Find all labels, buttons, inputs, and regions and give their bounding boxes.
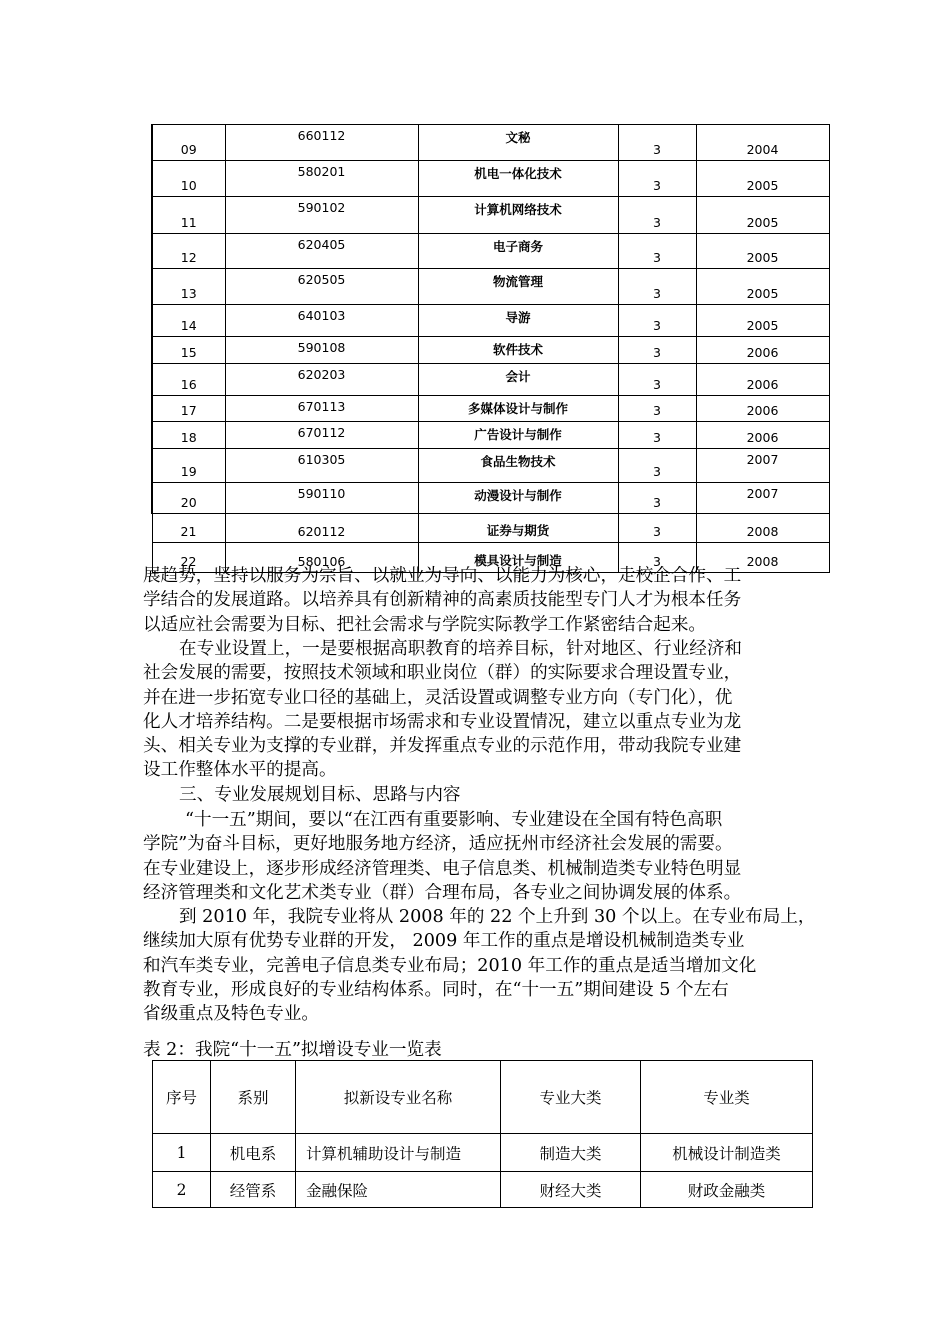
- cell-text: 21: [180, 524, 197, 539]
- cell-number: [152, 364, 225, 396]
- cell-text: 580106: [297, 554, 346, 569]
- cell-text: 2006: [746, 377, 779, 392]
- cell-year: [696, 422, 829, 449]
- cell-text: 11: [180, 215, 197, 230]
- cell-number: [152, 449, 225, 483]
- table-row: [152, 422, 829, 449]
- cell-major-name: [418, 234, 618, 269]
- cell-text: 3: [653, 495, 661, 510]
- table-row: [152, 269, 829, 305]
- cell-year: [696, 234, 829, 269]
- cell-text: 3: [653, 178, 661, 193]
- cell-year: [696, 514, 829, 543]
- cell-department: 经管系: [211, 1172, 296, 1208]
- text-line: 继续加大原有优势专业群的开发， 2009 年工作的重点是增设机械制造类专业: [143, 931, 745, 952]
- cell-code: [225, 197, 418, 234]
- cell-text: 3: [653, 554, 661, 569]
- cell-code: [225, 422, 418, 449]
- cell-text: 2005: [746, 286, 779, 301]
- cell-text: 620505: [297, 272, 346, 287]
- cell-text: 620405: [297, 237, 346, 252]
- cell-text: 2007: [746, 486, 779, 501]
- cell-duration: [618, 422, 696, 449]
- cell-code: [225, 269, 418, 305]
- text-line: 头、相关专业为支撑的专业群，并发挥重点专业的示范作用，带动我院专业建: [143, 736, 742, 757]
- heading-3: 三、专业发展规划目标、思路与内容: [179, 785, 461, 805]
- cell-text: 20: [180, 495, 197, 510]
- paragraph-3: [143, 808, 833, 905]
- text-line: “十一五”期间，要以“在江西有重要影响、专业建设在全国有特色高职: [185, 810, 723, 830]
- table-row: [152, 125, 829, 161]
- cell-text: 多媒体设计与制作: [467, 401, 568, 416]
- cell-number: [152, 197, 225, 234]
- cell-major-name: [418, 305, 618, 337]
- cell-duration: [618, 337, 696, 364]
- cell-major-name: [418, 514, 618, 543]
- cell-text: 15: [180, 345, 197, 360]
- cell-index: 1: [153, 1134, 211, 1172]
- cell-text: 590108: [297, 340, 346, 355]
- cell-text: 2006: [746, 345, 779, 360]
- cell-text: 2005: [746, 250, 779, 265]
- cell-text: 食品生物技术: [480, 454, 556, 469]
- cell-duration: [618, 305, 696, 337]
- cell-text: 证券与期货: [486, 523, 550, 538]
- cell-text: 10: [180, 178, 197, 193]
- cell-text: 导游: [505, 310, 531, 325]
- cell-number: [152, 422, 225, 449]
- cell-code: [225, 514, 418, 543]
- cell-text: 软件技术: [492, 342, 543, 357]
- cell-year: [696, 197, 829, 234]
- cell-code: [225, 234, 418, 269]
- cell-text: 3: [653, 250, 661, 265]
- cell-text: 19: [180, 464, 197, 479]
- majors-table: [151, 124, 830, 573]
- cell-text: 3: [653, 403, 661, 418]
- cell-text: 09: [180, 142, 197, 157]
- cell-text: 机电一体化技术: [474, 166, 562, 181]
- table-row: [152, 514, 829, 543]
- paragraph-4: [143, 905, 833, 1026]
- cell-text: 610305: [297, 452, 346, 467]
- cell-code: [225, 396, 418, 422]
- cell-text: 3: [653, 430, 661, 445]
- cell-duration: [618, 234, 696, 269]
- cell-text: 590110: [297, 486, 346, 501]
- table-row: [152, 364, 829, 396]
- cell-number: [152, 125, 225, 161]
- cell-text: 2005: [746, 178, 779, 193]
- cell-major-name: [418, 364, 618, 396]
- cell-year: [696, 305, 829, 337]
- cell-number: [152, 269, 225, 305]
- cell-text: 广告设计与制作: [474, 427, 562, 442]
- cell-code: [225, 337, 418, 364]
- cell-major-name: [418, 483, 618, 514]
- cell-text: 2006: [746, 403, 779, 418]
- header-cell: 系别: [211, 1061, 296, 1134]
- cell-text: 物流管理: [492, 274, 543, 289]
- table-caption: 表 2：我院“十一五”拟增设专业一览表: [143, 1040, 442, 1060]
- cell-text: 14: [180, 318, 197, 333]
- text-line: 经济管理类和文化艺术类专业（群）合理布局，各专业之间协调发展的体系。: [143, 882, 742, 903]
- cell-text: 13: [180, 286, 197, 301]
- cell-number: [152, 234, 225, 269]
- text-line: 并在进一步拓宽专业口径的基础上，灵活设置或调整专业方向（专门化），优: [143, 687, 733, 708]
- cell-code: [225, 305, 418, 337]
- cell-index: 2: [153, 1172, 211, 1208]
- text-line: 化人才培养结构。二是要根据市场需求和专业设置情况，建立以重点专业为龙: [143, 711, 742, 732]
- text-line: 到 2010 年，我院专业将从 2008 年的 22 个上升到 30 个以上。在专业布局上，: [179, 907, 816, 927]
- cell-code: [225, 449, 418, 483]
- cell-duration: [618, 449, 696, 483]
- cell-code: [225, 364, 418, 396]
- cell-code: [225, 483, 418, 514]
- cell-major-name: [418, 337, 618, 364]
- cell-text: 660112: [297, 128, 346, 143]
- cell-code: [225, 125, 418, 161]
- cell-major-name: [418, 269, 618, 305]
- cell-text: 18: [180, 430, 197, 445]
- cell-text: 3: [653, 318, 661, 333]
- cell-number: [152, 483, 225, 514]
- cell-year: [696, 125, 829, 161]
- cell-text: 620112: [297, 524, 346, 539]
- cell-text: 电子商务: [492, 239, 543, 254]
- cell-year: [696, 337, 829, 364]
- table-row: [152, 197, 829, 234]
- cell-category: 制造大类: [501, 1134, 641, 1172]
- cell-duration: [618, 125, 696, 161]
- cell-text: 22: [180, 554, 197, 569]
- cell-duration: [618, 161, 696, 197]
- cell-major-name: [418, 396, 618, 422]
- cell-major-name: [418, 449, 618, 483]
- table-row: [152, 337, 829, 364]
- cell-major-name: [418, 125, 618, 161]
- table-row: [152, 483, 829, 514]
- cell-text: 模具设计与制造: [474, 553, 562, 568]
- cell-duration: [618, 197, 696, 234]
- cell-year: [696, 483, 829, 514]
- text-line: 学院”为奋斗目标，更好地服务地方经济，适应抚州市经济社会发展的需要。: [143, 834, 733, 855]
- cell-text: 3: [653, 524, 661, 539]
- cell-major-name: 计算机辅助设计与制造: [296, 1134, 501, 1172]
- cell-text: 3: [653, 464, 661, 479]
- cell-text: 590102: [297, 200, 346, 215]
- header-cell: 专业类: [641, 1061, 813, 1134]
- cell-text: 670113: [297, 399, 346, 414]
- cell-text: 文秘: [505, 130, 531, 145]
- cell-major-name: [418, 422, 618, 449]
- cell-text: 2005: [746, 318, 779, 333]
- cell-text: 3: [653, 345, 661, 360]
- table-row: [152, 161, 829, 197]
- cell-text: 2007: [746, 452, 779, 467]
- text-line: 在专业设置上，一是要根据高职教育的培养目标，针对地区、行业经济和: [179, 639, 743, 659]
- cell-text: 3: [653, 286, 661, 301]
- cell-number: [152, 161, 225, 197]
- cell-number: [152, 396, 225, 422]
- header-cell: 专业大类: [501, 1061, 641, 1134]
- text-line: 在专业建设上，逐步形成经济管理类、电子信息类、机械制造类专业特色明显: [143, 858, 742, 879]
- text-line: 和汽车类专业，完善电子信息类专业布局；2010 年工作的重点是适当增加文化: [143, 955, 757, 976]
- cell-text: 670112: [297, 425, 346, 440]
- table-row: [152, 305, 829, 337]
- cell-duration: [618, 514, 696, 543]
- cell-text: 计算机网络技术: [474, 202, 562, 217]
- planned-majors-table: [152, 1060, 813, 1208]
- cell-text: 2004: [746, 142, 779, 157]
- cell-major-name: [418, 197, 618, 234]
- cell-duration: [618, 269, 696, 305]
- cell-duration: [618, 364, 696, 396]
- cell-number: [152, 337, 225, 364]
- text-line: 展趋势，坚持以服务为宗旨、以就业为导向、以能力为核心，走校企合作、工: [143, 566, 742, 586]
- cell-class: 机械设计制造类: [641, 1134, 813, 1172]
- table-row: [153, 1134, 813, 1172]
- cell-major-name: 金融保险: [296, 1172, 501, 1208]
- section-heading: [143, 783, 833, 807]
- cell-text: 640103: [297, 308, 346, 323]
- cell-text: 620203: [297, 367, 346, 382]
- cell-code: [225, 161, 418, 197]
- cell-number: [152, 514, 225, 543]
- table-row: [152, 396, 829, 422]
- text-line: 教育专业，形成良好的专业结构体系。同时，在“十一五”期间建设 5 个左右: [143, 979, 729, 1000]
- cell-duration: [618, 483, 696, 514]
- paragraph-1: [143, 564, 833, 637]
- cell-year: [696, 161, 829, 197]
- cell-text: 动漫设计与制作: [474, 488, 562, 503]
- cell-duration: [618, 396, 696, 422]
- table-header-row: [153, 1061, 813, 1134]
- cell-year: [696, 364, 829, 396]
- table-row: [153, 1172, 813, 1208]
- text-line: 社会发展的需要，按照技术领域和职业岗位（群）的实际要求合理设置专业，: [143, 663, 742, 684]
- cell-text: 16: [180, 377, 197, 392]
- text-line: 省级重点及特色专业。: [143, 1004, 319, 1025]
- table-row: [152, 449, 829, 483]
- cell-category: 财经大类: [501, 1172, 641, 1208]
- table-row: [152, 234, 829, 269]
- cell-text: 580201: [297, 164, 346, 179]
- text-line: 以适应社会需要为目标、把社会需求与学院实际教学工作紧密结合起来。: [143, 614, 707, 635]
- cell-text: 3: [653, 215, 661, 230]
- header-cell: 拟新设专业名称: [296, 1061, 501, 1134]
- text-line: 学结合的发展道路。以培养具有创新精神的高素质技能型专门人才为根本任务: [143, 590, 742, 611]
- paragraph-2: [143, 637, 833, 783]
- cell-year: [696, 449, 829, 483]
- cell-year: [696, 396, 829, 422]
- cell-text: 2006: [746, 430, 779, 445]
- cell-major-name: [418, 161, 618, 197]
- cell-text: 3: [653, 377, 661, 392]
- cell-number: [152, 305, 225, 337]
- cell-text: 2005: [746, 215, 779, 230]
- header-cell: 序号: [153, 1061, 211, 1134]
- text-line: 设工作整体水平的提高。: [143, 760, 337, 781]
- cell-text: 12: [180, 250, 197, 265]
- cell-text: 会计: [505, 369, 531, 384]
- cell-text: 2008: [746, 554, 779, 569]
- cell-class: 财政金融类: [641, 1172, 813, 1208]
- cell-text: 2008: [746, 524, 779, 539]
- cell-text: 17: [180, 403, 197, 418]
- cell-department: 机电系: [211, 1134, 296, 1172]
- cell-text: 3: [653, 142, 661, 157]
- cell-year: [696, 269, 829, 305]
